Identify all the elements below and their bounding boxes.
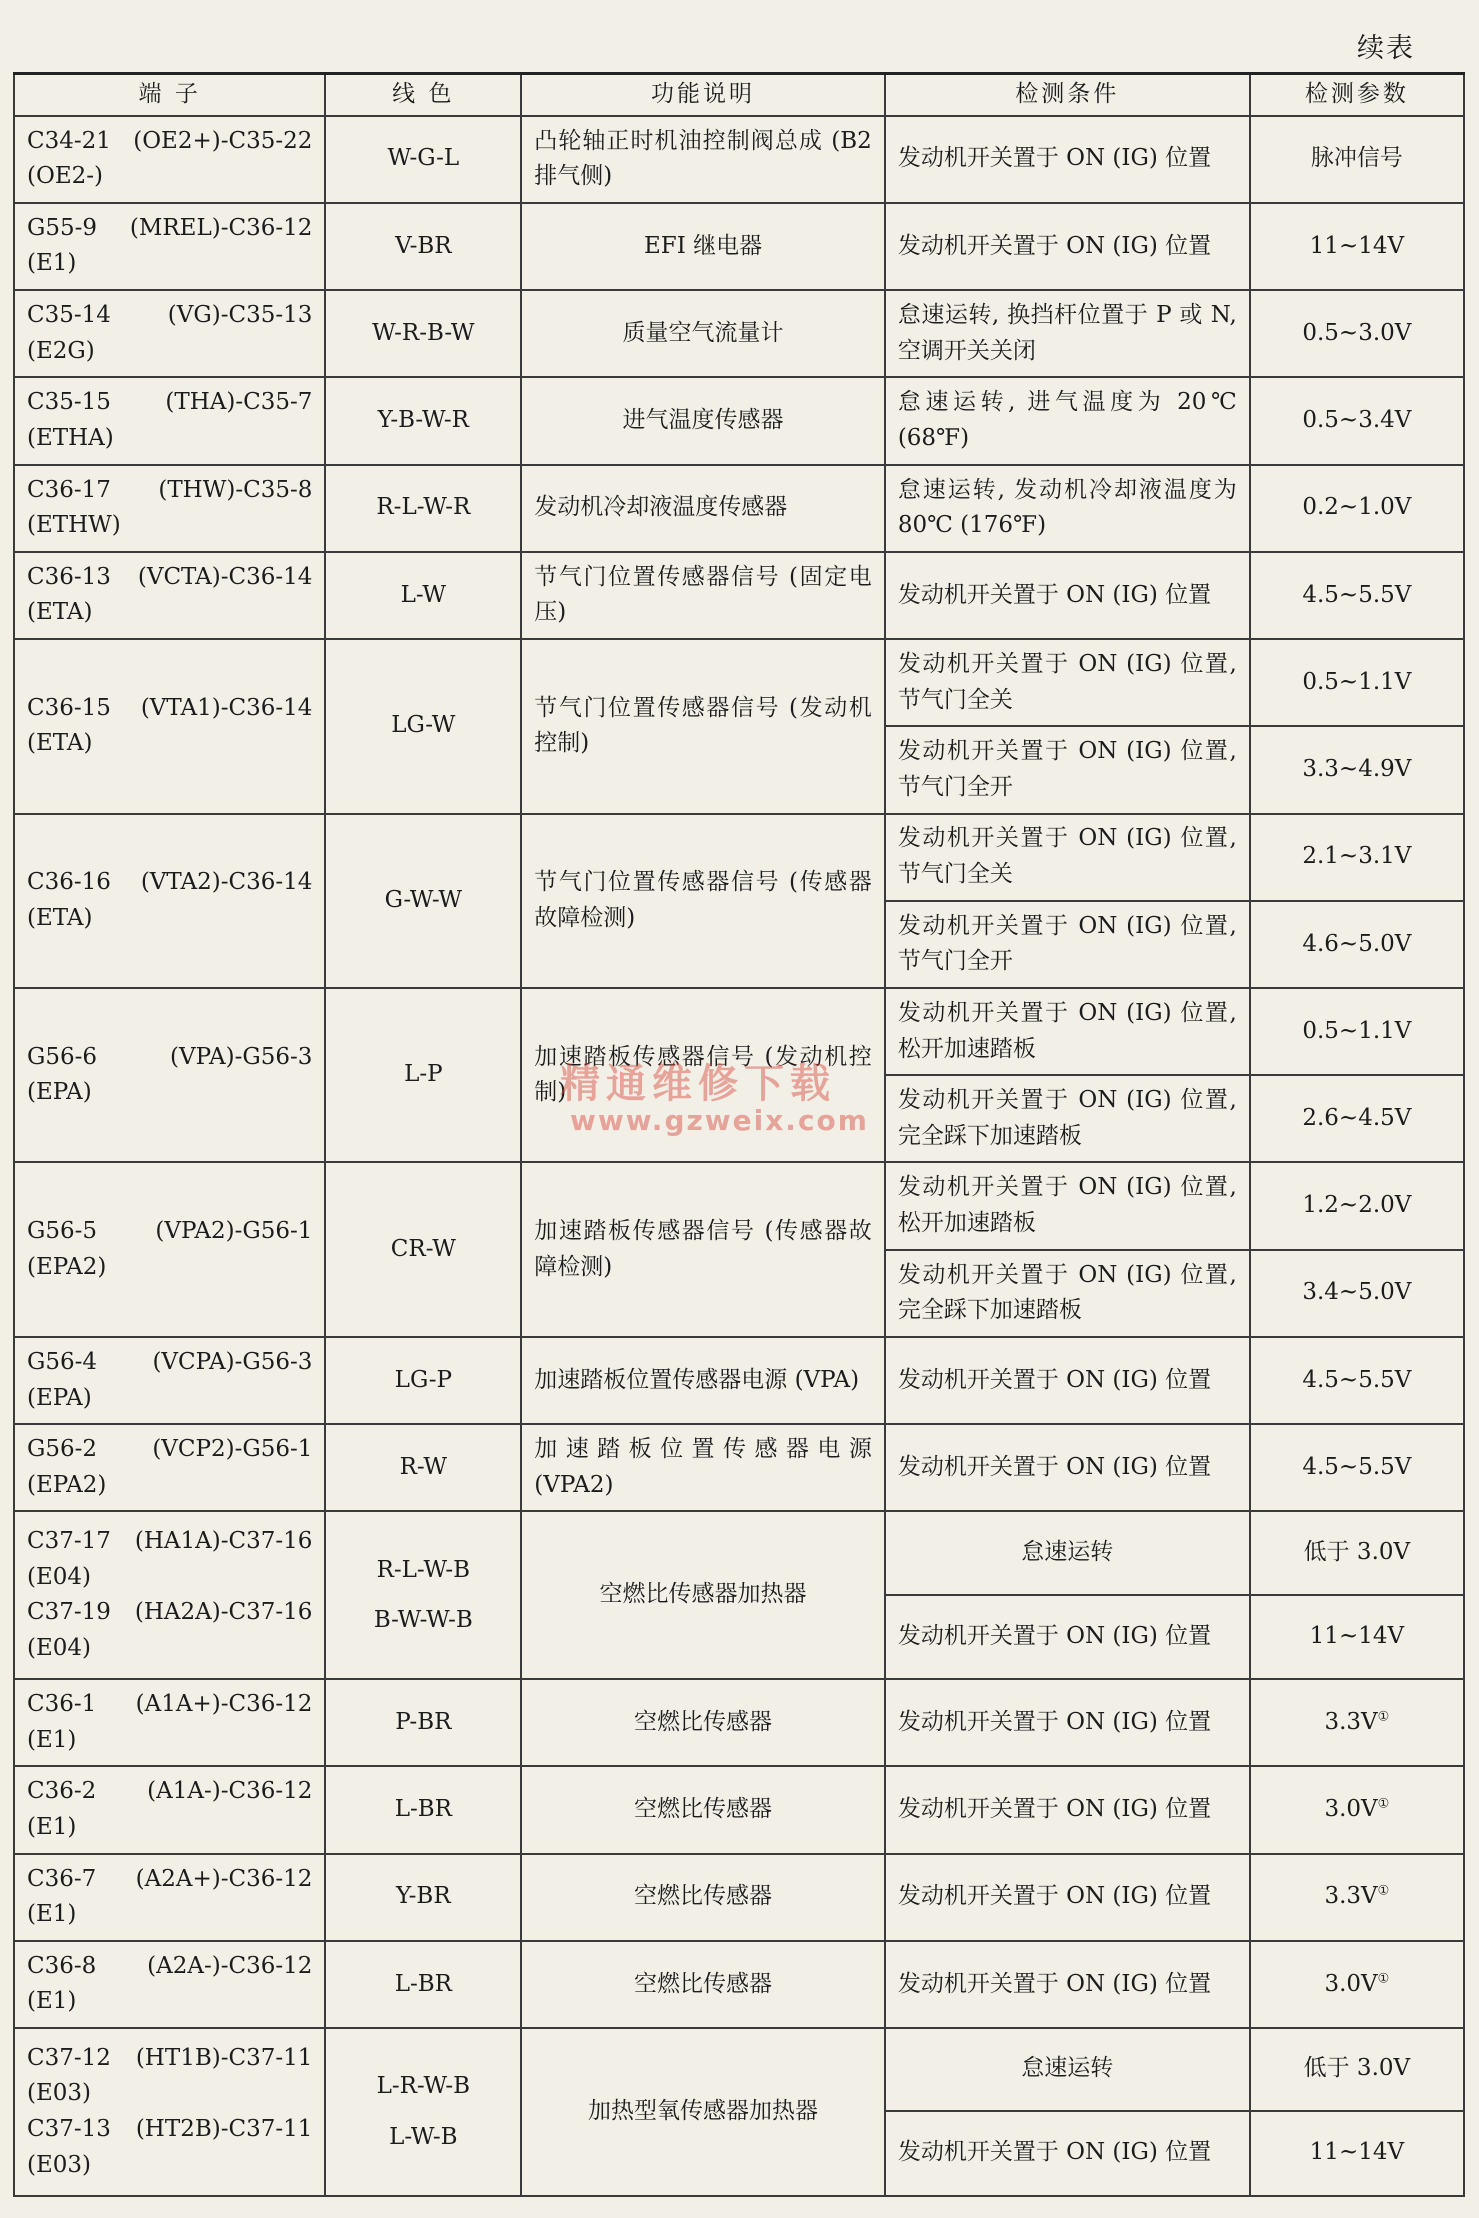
function-cell: 质量空气流量计 — [521, 290, 885, 377]
function-cell: EFI 继电器 — [521, 203, 885, 290]
parameter-cell: 0.5~3.0V — [1250, 290, 1464, 377]
table-row — [14, 1162, 1464, 1249]
table-row — [14, 116, 1464, 203]
terminal-cell: G56-4 (VCPA)-G56-3 (EPA) — [14, 1337, 325, 1424]
parameter-cell: 脉冲信号 — [1250, 116, 1464, 203]
table-caption: 续表 — [1357, 33, 1415, 64]
parameter-cell: 0.5~1.1V — [1250, 988, 1464, 1075]
terminal-cell: G56-2 (VCP2)-G56-1 (EPA2) — [14, 1424, 325, 1511]
wire-color-cell: R-L-W-R — [325, 465, 521, 552]
function-cell: 空燃比传感器 — [521, 1854, 885, 1941]
wire-color-cell: LG-W — [325, 639, 521, 813]
condition-cell: 发动机开关置于 ON (IG) 位置 — [885, 1941, 1250, 2028]
parameter-value: 3.3V — [1324, 1708, 1378, 1735]
parameter-cell: 11~14V — [1250, 203, 1464, 290]
terminal-line: C37-13 (HT2B)-C37-11 (E03) — [27, 2116, 313, 2178]
condition-cell: 发动机开关置于 ON (IG) 位置, 松开加速踏板 — [885, 1162, 1250, 1249]
parameter-cell — [1250, 1679, 1464, 1766]
function-cell: 发动机冷却液温度传感器 — [521, 465, 885, 552]
function-cell: 加速踏板传感器信号 (传感器故障检测) — [521, 1162, 885, 1336]
wire-color-cell: L-BR — [325, 1941, 521, 2028]
condition-cell: 怠速运转, 发动机冷却液温度为 80℃ (176℉) — [885, 465, 1250, 552]
function-cell: 节气门位置传感器信号 (发动机控制) — [521, 639, 885, 813]
function-cell: 空燃比传感器 — [521, 1941, 885, 2028]
terminal-line: C37-12 (HT1B)-C37-11 (E03) — [27, 2044, 313, 2107]
wire-color-cell: Y-BR — [325, 1854, 521, 1941]
condition-cell: 发动机开关置于 ON (IG) 位置, 节气门全开 — [885, 726, 1250, 813]
wire-color-cell: L-BR — [325, 1766, 521, 1853]
terminal-line: C37-17 (HA1A)-C37-16 (E04) — [27, 1527, 313, 1590]
table-row — [14, 465, 1464, 552]
terminal-spec-table — [13, 72, 1465, 2197]
terminal-cell: C36-15 (VTA1)-C36-14 (ETA) — [14, 639, 325, 813]
table-row — [14, 290, 1464, 377]
condition-cell: 发动机开关置于 ON (IG) 位置, 完全踩下加速踏板 — [885, 1075, 1250, 1162]
header-row — [14, 74, 1464, 116]
wire-color-line: L-W-B — [389, 2124, 458, 2151]
function-cell: 加热型氧传感器加热器 — [521, 2028, 885, 2196]
parameter-cell: 11~14V — [1250, 1595, 1464, 1680]
wire-color-line: L-R-W-B — [376, 2073, 471, 2100]
footnote-mark: ① — [1377, 1709, 1390, 1725]
terminal-cell: C36-13 (VCTA)-C36-14 (ETA) — [14, 552, 325, 639]
watermark-url: www.gzweix.com — [570, 1104, 869, 1137]
parameter-cell: 1.2~2.0V — [1250, 1162, 1464, 1249]
parameter-cell — [1250, 1854, 1464, 1941]
condition-cell: 怠速运转 — [885, 2028, 1250, 2111]
table-row — [14, 203, 1464, 290]
wire-color-cell: L-P — [325, 988, 521, 1162]
parameter-value: 3.3V — [1324, 1883, 1378, 1910]
condition-cell: 发动机开关置于 ON (IG) 位置 — [885, 1766, 1250, 1853]
terminal-cell: C36-7 (A2A+)-C36-12 (E1) — [14, 1854, 325, 1941]
condition-cell: 发动机开关置于 ON (IG) 位置 — [885, 1424, 1250, 1511]
wire-color-cell: W-G-L — [325, 116, 521, 203]
function-cell: 加速踏板位置传感器电源 (VPA2) — [521, 1424, 885, 1511]
wire-color-cell: R-W — [325, 1424, 521, 1511]
function-cell: 节气门位置传感器信号 (固定电压) — [521, 552, 885, 639]
terminal-cell: C36-17 (THW)-C35-8 (ETHW) — [14, 465, 325, 552]
wire-color-cell: P-BR — [325, 1679, 521, 1766]
condition-cell: 发动机开关置于 ON (IG) 位置, 节气门全关 — [885, 639, 1250, 726]
function-cell: 空燃比传感器 — [521, 1766, 885, 1853]
condition-cell: 发动机开关置于 ON (IG) 位置 — [885, 203, 1250, 290]
parameter-cell: 0.5~3.4V — [1250, 377, 1464, 464]
wire-color-cell — [325, 1511, 521, 1679]
parameter-cell: 0.2~1.0V — [1250, 465, 1464, 552]
wire-color-cell: LG-P — [325, 1337, 521, 1424]
terminal-cell: C36-16 (VTA2)-C36-14 (ETA) — [14, 814, 325, 988]
terminal-cell: C36-8 (A2A-)-C36-12 (E1) — [14, 1941, 325, 2028]
table-row — [14, 1424, 1464, 1511]
table-row — [14, 377, 1464, 464]
condition-cell: 发动机开关置于 ON (IG) 位置 — [885, 552, 1250, 639]
function-cell: 空燃比传感器加热器 — [521, 1511, 885, 1679]
condition-cell: 怠速运转, 换挡杆位置于 P 或 N, 空调开关关闭 — [885, 290, 1250, 377]
parameter-cell: 4.6~5.0V — [1250, 901, 1464, 988]
terminal-cell: G56-6 (VPA)-G56-3 (EPA) — [14, 988, 325, 1162]
table-row — [14, 639, 1464, 726]
function-cell: 节气门位置传感器信号 (传感器故障检测) — [521, 814, 885, 988]
parameter-cell: 2.1~3.1V — [1250, 814, 1464, 901]
terminal-cell: C35-14 (VG)-C35-13 (E2G) — [14, 290, 325, 377]
parameter-cell: 低于 3.0V — [1250, 1511, 1464, 1594]
wire-color-cell: V-BR — [325, 203, 521, 290]
terminal-cell: G55-9 (MREL)-C36-12 (E1) — [14, 203, 325, 290]
terminal-line: C37-19 (HA2A)-C37-16 (E04) — [27, 1599, 313, 1661]
condition-cell: 发动机开关置于 ON (IG) 位置 — [885, 1595, 1250, 1680]
parameter-cell: 2.6~4.5V — [1250, 1075, 1464, 1162]
table-row — [14, 1337, 1464, 1424]
parameter-cell: 低于 3.0V — [1250, 2028, 1464, 2111]
condition-cell: 发动机开关置于 ON (IG) 位置 — [885, 116, 1250, 203]
condition-cell: 发动机开关置于 ON (IG) 位置, 节气门全关 — [885, 814, 1250, 901]
wire-color-cell: G-W-W — [325, 814, 521, 988]
footnote-mark: ① — [1377, 1883, 1390, 1899]
condition-cell: 怠速运转 — [885, 1511, 1250, 1594]
header-parameter: 检测参数 — [1250, 74, 1464, 116]
condition-cell: 发动机开关置于 ON (IG) 位置, 完全踩下加速踏板 — [885, 1250, 1250, 1337]
wire-color-line: R-L-W-B — [376, 1556, 471, 1583]
terminal-cell: C35-15 (THA)-C35-7 (ETHA) — [14, 377, 325, 464]
condition-cell: 发动机开关置于 ON (IG) 位置, 节气门全开 — [885, 901, 1250, 988]
parameter-cell: 11~14V — [1250, 2111, 1464, 2196]
parameter-cell: 3.3~4.9V — [1250, 726, 1464, 813]
wire-color-line: B-W-W-B — [373, 1607, 473, 1634]
function-cell: 加速踏板传感器信号 (发动机控制) — [521, 988, 885, 1162]
wire-color-cell — [325, 2028, 521, 2196]
table-row — [14, 1854, 1464, 1941]
footnote-mark: ① — [1377, 1970, 1390, 1986]
parameter-cell — [1250, 1766, 1464, 1853]
watermark-text: 精通维修下载 — [560, 1061, 836, 1107]
function-cell: 加速踏板位置传感器电源 (VPA) — [521, 1337, 885, 1424]
table-row — [14, 1941, 1464, 2028]
parameter-value: 3.0V — [1324, 1796, 1378, 1823]
condition-cell: 发动机开关置于 ON (IG) 位置 — [885, 1679, 1250, 1766]
header-wire-color: 线 色 — [325, 74, 521, 116]
terminal-cell: C36-1 (A1A+)-C36-12 (E1) — [14, 1679, 325, 1766]
function-cell: 凸轮轴正时机油控制阀总成 (B2 排气侧) — [521, 116, 885, 203]
table-row — [14, 1766, 1464, 1853]
parameter-cell — [1250, 1941, 1464, 2028]
wire-color-cell: CR-W — [325, 1162, 521, 1336]
condition-cell: 发动机开关置于 ON (IG) 位置 — [885, 2111, 1250, 2196]
table-row — [14, 814, 1464, 901]
condition-cell: 发动机开关置于 ON (IG) 位置, 松开加速踏板 — [885, 988, 1250, 1075]
table-row — [14, 1679, 1464, 1766]
condition-cell: 怠速运转, 进气温度为 20℃ (68℉) — [885, 377, 1250, 464]
function-cell: 进气温度传感器 — [521, 377, 885, 464]
parameter-cell: 4.5~5.5V — [1250, 1337, 1464, 1424]
table-row — [14, 552, 1464, 639]
parameter-cell: 0.5~1.1V — [1250, 639, 1464, 726]
condition-cell: 发动机开关置于 ON (IG) 位置 — [885, 1337, 1250, 1424]
parameter-value: 3.0V — [1324, 1970, 1378, 1997]
function-cell: 空燃比传感器 — [521, 1679, 885, 1766]
terminal-cell: C36-2 (A1A-)-C36-12 (E1) — [14, 1766, 325, 1853]
table-row — [14, 2028, 1464, 2111]
terminal-cell: G56-5 (VPA2)-G56-1 (EPA2) — [14, 1162, 325, 1336]
table-row — [14, 988, 1464, 1075]
wire-color-cell: Y-B-W-R — [325, 377, 521, 464]
terminal-cell: C34-21 (OE2+)-C35-22 (OE2-) — [14, 116, 325, 203]
wire-color-cell: W-R-B-W — [325, 290, 521, 377]
parameter-cell: 3.4~5.0V — [1250, 1250, 1464, 1337]
terminal-cell — [14, 1511, 325, 1679]
condition-cell: 发动机开关置于 ON (IG) 位置 — [885, 1854, 1250, 1941]
parameter-cell: 4.5~5.5V — [1250, 552, 1464, 639]
header-function: 功能说明 — [521, 74, 885, 116]
parameter-cell: 4.5~5.5V — [1250, 1424, 1464, 1511]
table-row — [14, 1511, 1464, 1594]
terminal-cell — [14, 2028, 325, 2196]
header-terminal: 端 子 — [14, 74, 325, 116]
footnote-mark: ① — [1377, 1796, 1390, 1812]
header-condition: 检测条件 — [885, 74, 1250, 116]
wire-color-cell: L-W — [325, 552, 521, 639]
